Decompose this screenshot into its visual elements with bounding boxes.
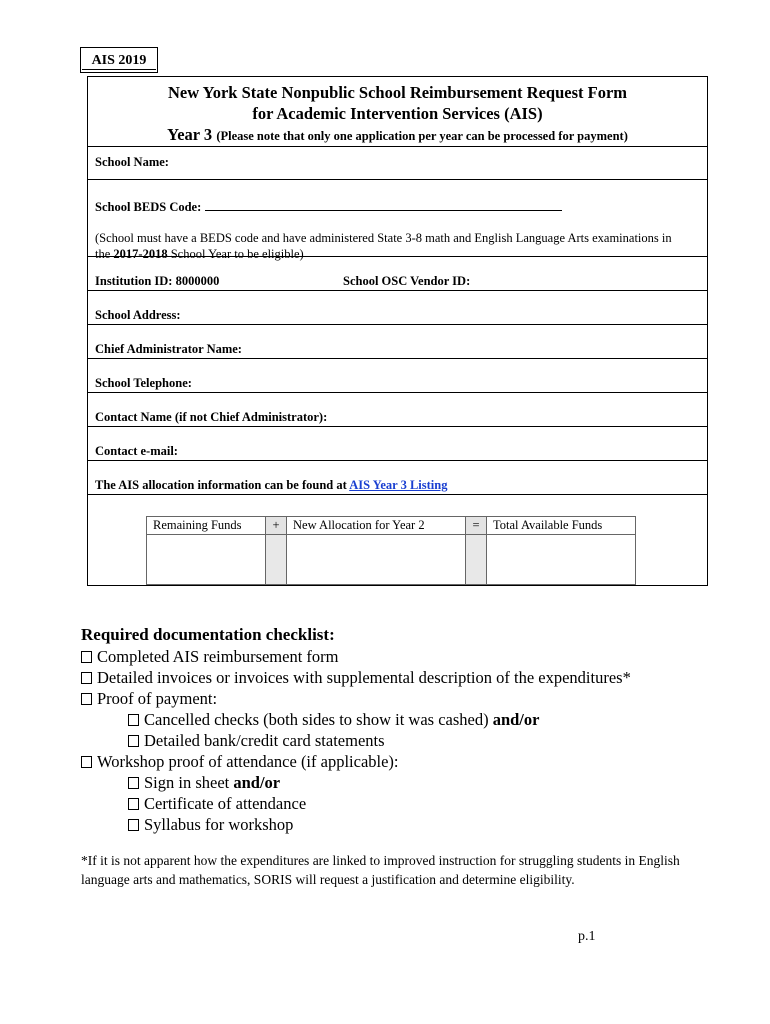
telephone-row[interactable] bbox=[88, 358, 707, 392]
form-year-tag: AIS 2019 bbox=[80, 47, 158, 73]
contact-name-label: Contact Name (if not Chief Administrator): bbox=[95, 410, 328, 424]
plus-sign: + bbox=[266, 517, 287, 535]
title-line-2: for Academic Intervention Services (AIS) bbox=[252, 104, 543, 123]
checkbox-icon[interactable] bbox=[81, 651, 92, 663]
checklist-item-text: Workshop proof of attendance (if applicable): bbox=[97, 752, 399, 771]
checklist-item-text: Completed AIS reimbursement form bbox=[97, 647, 339, 666]
checklist-item-text: Certificate of attendance bbox=[144, 794, 307, 813]
checkbox-icon[interactable] bbox=[81, 756, 92, 768]
vendor-id-label: School OSC Vendor ID: bbox=[343, 274, 471, 288]
page-number: p.1 bbox=[578, 929, 596, 944]
checklist-item-text: Detailed invoices or invoices with supplemental description of the expenditures* bbox=[97, 668, 631, 687]
chief-admin-row[interactable] bbox=[88, 324, 707, 358]
checkbox-icon[interactable] bbox=[128, 735, 139, 747]
beds-code-input-line[interactable] bbox=[205, 198, 562, 211]
checklist-item-text: Detailed bank/credit card statements bbox=[144, 731, 385, 750]
allocation-row bbox=[88, 460, 707, 495]
checklist-item bbox=[81, 814, 631, 835]
checkbox-icon[interactable] bbox=[128, 798, 139, 810]
contact-email-label: Contact e-mail: bbox=[95, 444, 178, 458]
school-name-row[interactable] bbox=[88, 146, 707, 179]
telephone-label: School Telephone: bbox=[95, 376, 192, 390]
checklist-item bbox=[81, 772, 631, 793]
funds-entry-row bbox=[147, 535, 636, 585]
year-line bbox=[88, 125, 707, 146]
checkbox-icon[interactable] bbox=[128, 777, 139, 789]
checklist-item bbox=[81, 751, 631, 772]
school-name-label: School Name: bbox=[95, 155, 169, 169]
checklist-item bbox=[81, 730, 631, 751]
remaining-funds-cell[interactable] bbox=[147, 535, 266, 585]
beds-note: (School must have a BEDS code and have administered State 3-8 math and English Language Arts examinations in the 2017-2018 School Year to be eligible) bbox=[95, 231, 672, 261]
equals-sign: = bbox=[466, 517, 487, 535]
total-available-cell[interactable] bbox=[487, 535, 636, 585]
beds-code-label: School BEDS Code: bbox=[95, 200, 202, 214]
contact-email-row[interactable] bbox=[88, 426, 707, 460]
checklist-item bbox=[81, 793, 631, 814]
documentation-checklist bbox=[81, 624, 631, 835]
reimbursement-form bbox=[87, 76, 708, 586]
new-allocation-header: New Allocation for Year 2 bbox=[287, 517, 466, 535]
footnote: *If it is not apparent how the expenditures are linked to improved instruction for struggling students in English language arts and mathematics, SORIS will request a justification and determine eligibility. bbox=[81, 853, 680, 887]
institution-id-label: Institution ID: 8000000 bbox=[95, 274, 220, 288]
checklist-item-emphasis: and/or bbox=[492, 710, 540, 729]
year-label: Year 3 bbox=[167, 125, 213, 144]
checklist-item bbox=[81, 688, 631, 709]
checklist-item-text: Syllabus for workshop bbox=[144, 815, 294, 834]
funds-header-row bbox=[147, 517, 636, 535]
checkbox-icon[interactable] bbox=[81, 693, 92, 705]
plus-spacer-cell bbox=[266, 535, 287, 585]
allocation-text: The AIS allocation information can be found at bbox=[95, 478, 350, 492]
contact-name-row[interactable] bbox=[88, 392, 707, 426]
new-allocation-cell[interactable] bbox=[287, 535, 466, 585]
checklist-item bbox=[81, 646, 631, 667]
checklist-heading: Required documentation checklist: bbox=[81, 625, 335, 644]
form-title bbox=[88, 77, 707, 124]
institution-row[interactable] bbox=[88, 256, 707, 290]
checkbox-icon[interactable] bbox=[128, 714, 139, 726]
checklist-item-text: Proof of payment: bbox=[97, 689, 218, 708]
address-label: School Address: bbox=[95, 308, 181, 322]
title-line-1: New York State Nonpublic School Reimbursement Request Form bbox=[167, 83, 628, 102]
equals-spacer-cell bbox=[466, 535, 487, 585]
address-row[interactable] bbox=[88, 290, 707, 324]
remaining-funds-header: Remaining Funds bbox=[147, 517, 266, 535]
funds-table bbox=[146, 516, 636, 585]
checklist-item-text: Sign in sheet bbox=[144, 773, 234, 792]
total-available-header: Total Available Funds bbox=[487, 517, 636, 535]
checklist-item bbox=[81, 709, 631, 730]
beds-code-row[interactable] bbox=[88, 179, 707, 261]
checkbox-icon[interactable] bbox=[128, 819, 139, 831]
checklist-item-emphasis: and/or bbox=[233, 773, 281, 792]
chief-admin-label: Chief Administrator Name: bbox=[95, 342, 242, 356]
ais-listing-link[interactable]: AIS Year 3 Listing bbox=[349, 478, 448, 492]
checklist-item-text: Cancelled checks (both sides to show it was cashed) bbox=[144, 710, 493, 729]
year-note: (Please note that only one application per year can be processed for payment) bbox=[216, 129, 628, 143]
checkbox-icon[interactable] bbox=[81, 672, 92, 684]
checklist-item bbox=[81, 667, 631, 688]
